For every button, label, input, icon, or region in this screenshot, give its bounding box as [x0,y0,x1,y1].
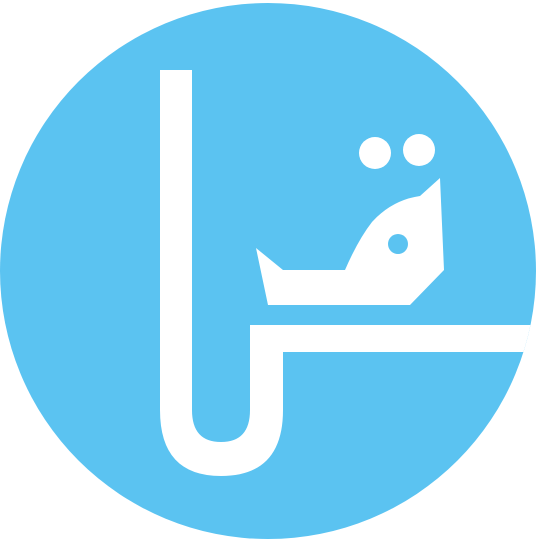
qaf-counter [388,234,408,254]
qaf-dot-right [403,134,435,166]
qaf-dot-left [359,137,391,169]
